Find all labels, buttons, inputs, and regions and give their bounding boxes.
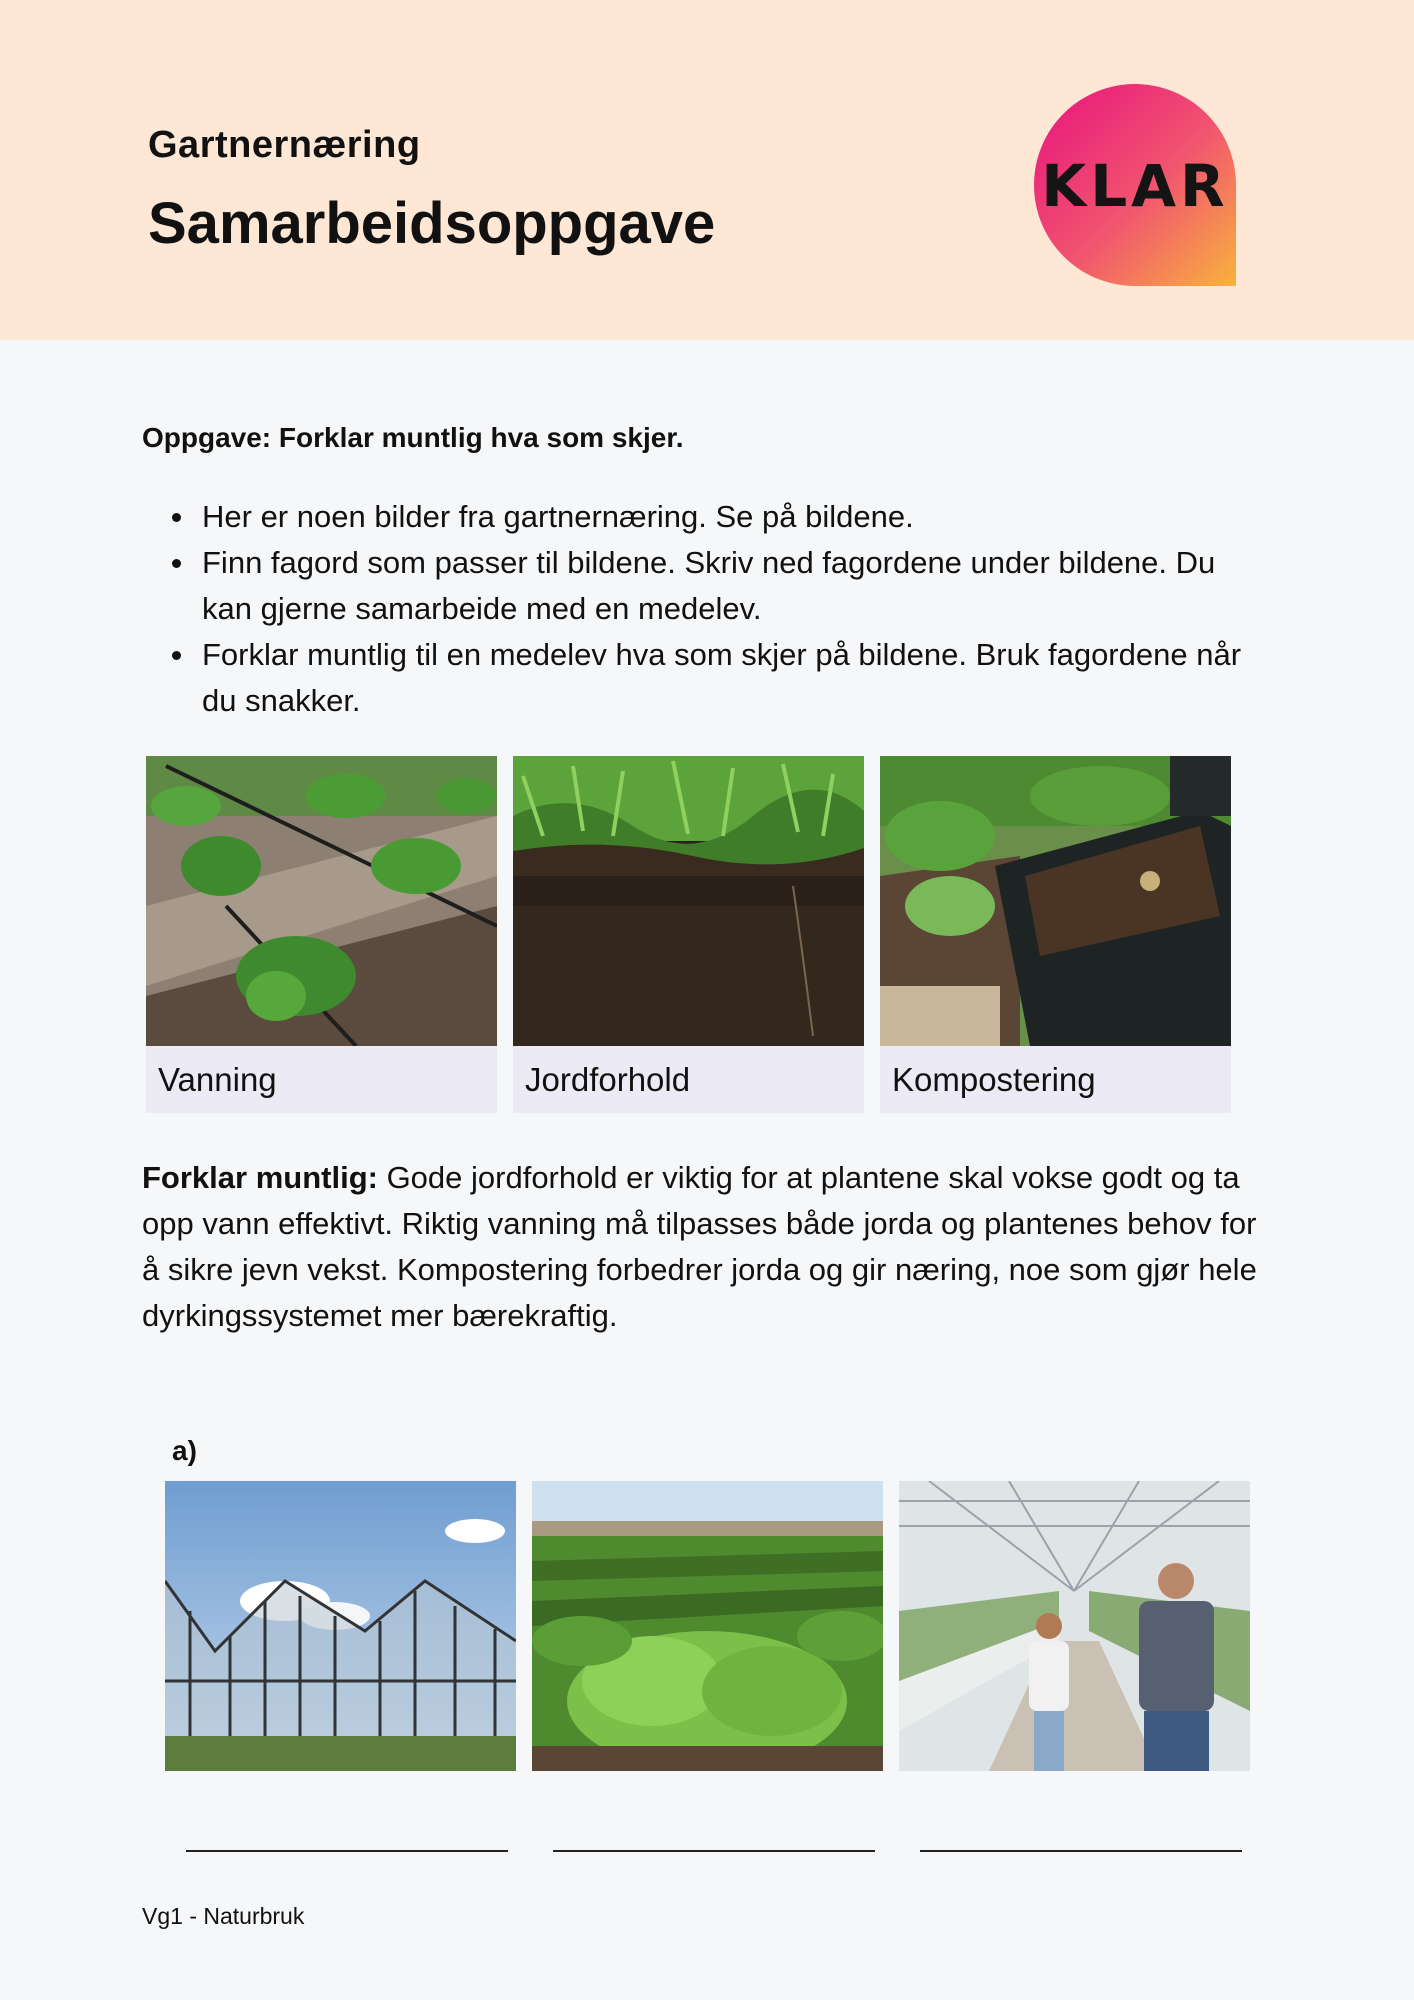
photo-greenhouse-workers — [899, 1481, 1250, 1771]
instruction-list — [142, 494, 1242, 724]
klar-logo — [1034, 84, 1236, 286]
answer-line-2[interactable] — [553, 1850, 875, 1852]
explanation-text: Gode jordforhold er viktig for at plantene skal vokse godt og ta opp vann effektivt. Riktig vanning må tilpasses både jorda og plantenes behov for å sikre jevn vekst. Kompostering forbedrer jorda og gir næring, noe som gjør hele dyrkingssystemet mer bærekraftig. — [142, 1160, 1257, 1333]
caption-compost: Kompostering — [880, 1046, 1231, 1113]
example-card-compost — [880, 756, 1231, 1113]
caption-soil: Jordforhold — [513, 1046, 864, 1113]
instruction-item: Her er noen bilder fra gartnernæring. Se på bildene. — [202, 494, 1242, 540]
instruction-item: Forklar muntlig til en medelev hva som skjer på bildene. Bruk fagordene når du snakker. — [202, 632, 1242, 724]
page-title: Samarbeidsoppgave — [148, 191, 716, 256]
task-heading: Oppgave: Forklar muntlig hva som skjer. — [142, 422, 684, 453]
example-card-soil — [513, 756, 864, 1113]
photo-lettuce-field — [532, 1481, 883, 1771]
footer-text: Vg1 - Naturbruk — [142, 1903, 305, 1929]
instruction-item: Finn fagord som passer til bildene. Skriv ned fagordene under bildene. Du kan gjerne samarbeide med en medelev. — [202, 540, 1242, 632]
photo-greenhouse-exterior — [165, 1481, 516, 1771]
logo-text: KLAR — [1041, 152, 1229, 220]
caption-irrigation: Vanning — [146, 1046, 497, 1113]
answer-line-1[interactable] — [186, 1850, 508, 1852]
photo-soil-profile — [513, 756, 864, 1046]
header-banner — [0, 0, 1414, 340]
photo-pepper-drip-irrigation — [146, 756, 497, 1046]
explanation-label: Forklar muntlig: — [142, 1160, 378, 1195]
explanation-paragraph — [142, 1155, 1262, 1339]
subject-label: Gartnernæring — [148, 124, 421, 166]
part-a-label: a) — [172, 1435, 197, 1466]
answer-line-3[interactable] — [920, 1850, 1242, 1852]
example-card-irrigation — [146, 756, 497, 1113]
photo-compost-bin — [880, 756, 1231, 1046]
